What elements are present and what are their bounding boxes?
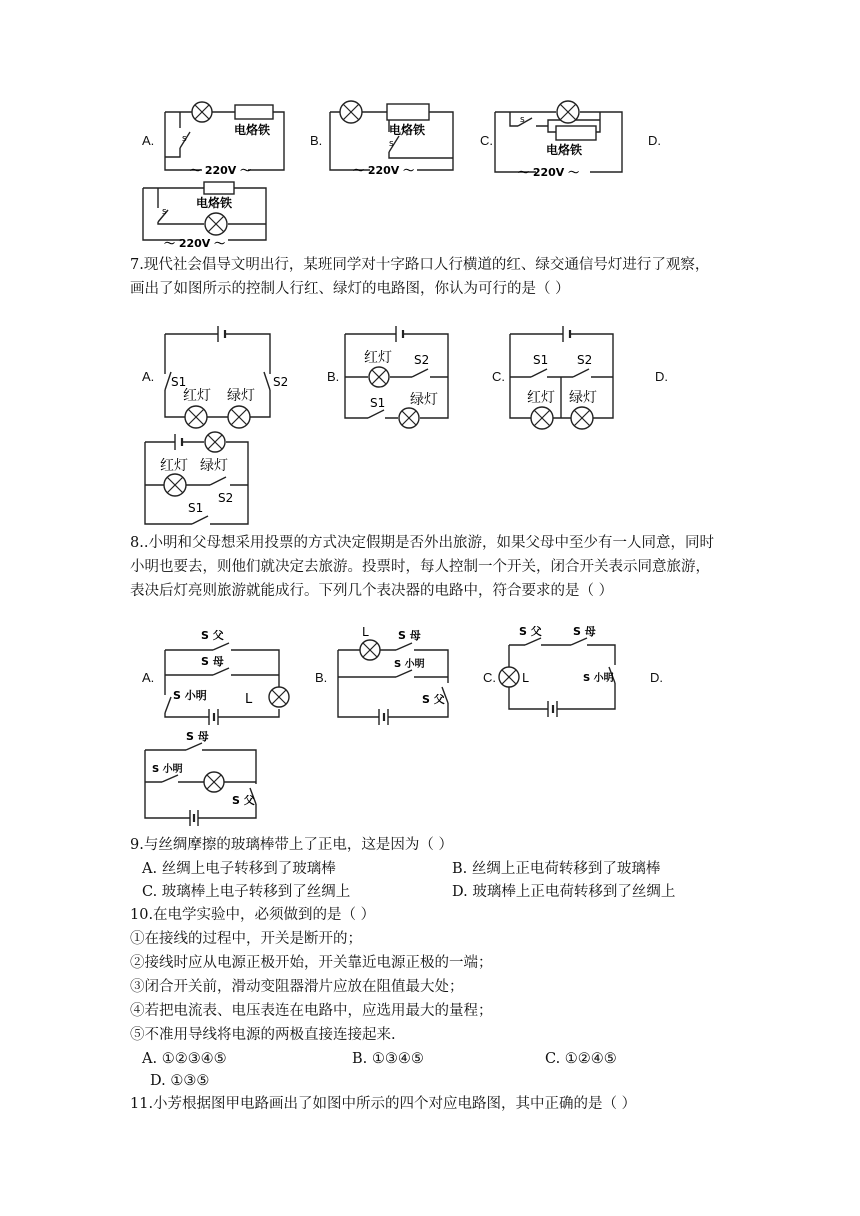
q8-circuit-c (495, 625, 625, 723)
q9-option-d[interactable]: D. 玻璃棒上正电荷转移到了丝绸上 (452, 884, 676, 900)
q7-circuit-c (505, 322, 620, 430)
q10-stem: 10.在电学实验中，必须做到的是（ ） (130, 907, 376, 923)
q7-option-a-label[interactable]: A. (142, 369, 155, 384)
q8a-lamp-icon (269, 687, 289, 707)
q6c-iron-label: 电烙铁 (546, 143, 583, 157)
q6-circuit-a (160, 92, 290, 182)
q6d-lamp-icon (205, 213, 227, 235)
q7a-s1-label: S1 (171, 375, 187, 389)
q8d-s-dad: S 父 (232, 794, 255, 807)
q8a-lamp-label: L (245, 692, 253, 707)
q7a-red-lamp-icon (185, 406, 207, 428)
q7b-red-lamp-icon (369, 367, 389, 387)
q7b-s1-label: S1 (370, 396, 386, 410)
q8c-lamp-icon (499, 667, 519, 687)
q10-item-3: ③闭合开关前，滑动变阻器滑片应放在阻值最大处； (130, 979, 464, 995)
q6-circuit-b (325, 92, 460, 182)
q8d-lamp-icon (204, 772, 224, 792)
q10-item-2: ②接线时应从电源正极开始，开关靠近电源正极的一端； (130, 955, 493, 971)
q6-option-d-label[interactable]: D. (648, 133, 661, 148)
q7c-s2-label: S2 (577, 353, 593, 367)
q10-item-1: ①在接线的过程中，开关是断开的； (130, 931, 362, 947)
q7b-green-lamp-icon (399, 408, 419, 428)
q8c-s-ming: S 小明 (583, 673, 614, 684)
q6-circuit-d (138, 180, 273, 252)
q6c-lamp-icon (557, 101, 579, 123)
q6a-lamp-icon (192, 102, 212, 122)
q9-stem: 9.与丝绸摩擦的玻璃棒带上了正电，这是因为（ ） (130, 837, 453, 853)
q7c-red-lamp-icon (531, 407, 553, 429)
q10-item-5: ⑤不准用导线将电源的两极直接连接起来. (130, 1027, 396, 1043)
q8-stem-line1: 8..小明和父母想采用投票的方式决定假期是否外出旅游，如果父母中至少有一人同意，同时 (130, 535, 714, 551)
q6-circuit-c (490, 92, 630, 184)
q8a-s-ming: S 小明 (173, 689, 207, 702)
q7d-s1-label: S1 (188, 501, 204, 515)
q10-option-c[interactable]: C. ①②④⑤ (545, 1051, 617, 1067)
q7-stem-line2: 画出了如图所示的控制人行红、绿灯的电路图，你认为可行的是（ ） (130, 281, 570, 297)
q8-option-d-label[interactable]: D. (650, 670, 663, 685)
q8-circuit-b (328, 625, 458, 723)
q6a-voltage-label: ～ 220V ～ (190, 164, 252, 177)
q7b-red-label: 红灯 (364, 350, 392, 366)
q7-stem-line1: 7.现代社会倡导文明出行，某班同学对十字路口人行横道的红、绿交通信号灯进行了观察， (130, 257, 710, 273)
q7c-green-label: 绿灯 (569, 390, 597, 406)
q7b-s2-label: S2 (414, 353, 430, 367)
q6b-iron-label: 电烙铁 (389, 123, 426, 137)
q8-stem-line2: 小明也要去，则他们就决定去旅游。投票时，每人控制一个开关，闭合开关表示同意旅游， (130, 559, 710, 575)
q11-stem: 11.小芳根据图甲电路画出了如图中所示的四个对应电路图，其中正确的是（ ） (130, 1096, 637, 1112)
q7a-green-lamp-icon (228, 406, 250, 428)
q8-option-a-label[interactable]: A. (142, 670, 155, 685)
q6c-s-label: s (520, 115, 525, 125)
q7a-green-label: 绿灯 (227, 388, 255, 404)
q8-stem-line3: 表决后灯亮则旅游就能成行。下列几个表决器的电路中，符合要求的是（ ） (130, 583, 614, 599)
q6b-s-label: s (389, 139, 394, 149)
q7d-red-label: 红灯 (160, 458, 188, 474)
q8a-s-mom: S 母 (201, 655, 224, 668)
q8b-s-dad: S 父 (422, 693, 445, 706)
q6b-lamp-icon (340, 101, 362, 123)
q6a-s-label: s (182, 134, 187, 144)
q8d-s-ming: S 小明 (152, 764, 183, 775)
q7a-red-label: 红灯 (183, 388, 211, 404)
q8c-s-mom: S 母 (573, 625, 596, 638)
q8-circuit-d (140, 730, 270, 825)
q10-option-b[interactable]: B. ①③④⑤ (352, 1051, 424, 1067)
q7d-s2-label: S2 (218, 491, 234, 505)
q6d-s-label: s (162, 207, 167, 217)
q8d-s-mom: S 母 (186, 730, 209, 743)
q6a-iron-label: 电烙铁 (234, 123, 271, 137)
q6-option-c-label[interactable]: C. (480, 133, 493, 148)
q7d-red-lamp-icon (164, 474, 186, 496)
q8-option-b-label[interactable]: B. (315, 670, 328, 685)
q6d-iron-label: 电烙铁 (196, 196, 233, 210)
q7-option-b-label[interactable]: B. (327, 369, 340, 384)
q8-option-c-label[interactable]: C. (483, 670, 496, 685)
q8a-s-dad: S 父 (201, 629, 224, 642)
q7d-green-label: 绿灯 (200, 458, 228, 474)
q6-option-a-label[interactable]: A. (142, 133, 155, 148)
q8b-lamp-label: L (362, 625, 369, 639)
q8b-lamp-icon (360, 640, 380, 660)
q6d-voltage-label: ～ 220V ～ (164, 237, 226, 250)
q10-item-4: ④若把电流表、电压表连在电路中，应选用最大的量程； (130, 1003, 493, 1019)
q8b-s-mom: S 母 (398, 629, 421, 642)
q7c-green-lamp-icon (571, 407, 593, 429)
q7c-s1-label: S1 (533, 353, 549, 367)
q7-circuit-d (140, 430, 255, 530)
q7-circuit-b (340, 322, 455, 430)
q8b-s-ming: S 小明 (394, 659, 425, 670)
q6-option-b-label[interactable]: B. (310, 133, 323, 148)
q9-option-a[interactable]: A. 丝绸上电子转移到了玻璃棒 (142, 861, 336, 877)
q7-option-c-label[interactable]: C. (492, 369, 505, 384)
q7b-green-label: 绿灯 (410, 392, 438, 408)
q10-option-a[interactable]: A. ①②③④⑤ (142, 1051, 227, 1067)
q7a-s2-label: S2 (273, 375, 289, 389)
q9-option-c[interactable]: C. 玻璃棒上电子转移到了丝绸上 (142, 884, 351, 900)
q7d-green-lamp-icon (205, 432, 225, 452)
q7c-red-label: 红灯 (527, 390, 555, 406)
q7-circuit-a (155, 322, 289, 430)
q6b-voltage-label: ～ 220V ～ (353, 164, 415, 177)
q10-option-d[interactable]: D. ①③⑤ (150, 1073, 210, 1089)
q9-option-b[interactable]: B. 丝绸上正电荷转移到了玻璃棒 (452, 861, 661, 877)
q8c-s-dad: S 父 (519, 625, 542, 638)
q8-circuit-a (155, 625, 290, 723)
q8c-lamp-label: L (522, 671, 529, 685)
q6c-voltage-label: ～ 220V ～ (518, 166, 580, 179)
q7-option-d-label[interactable]: D. (655, 369, 668, 384)
